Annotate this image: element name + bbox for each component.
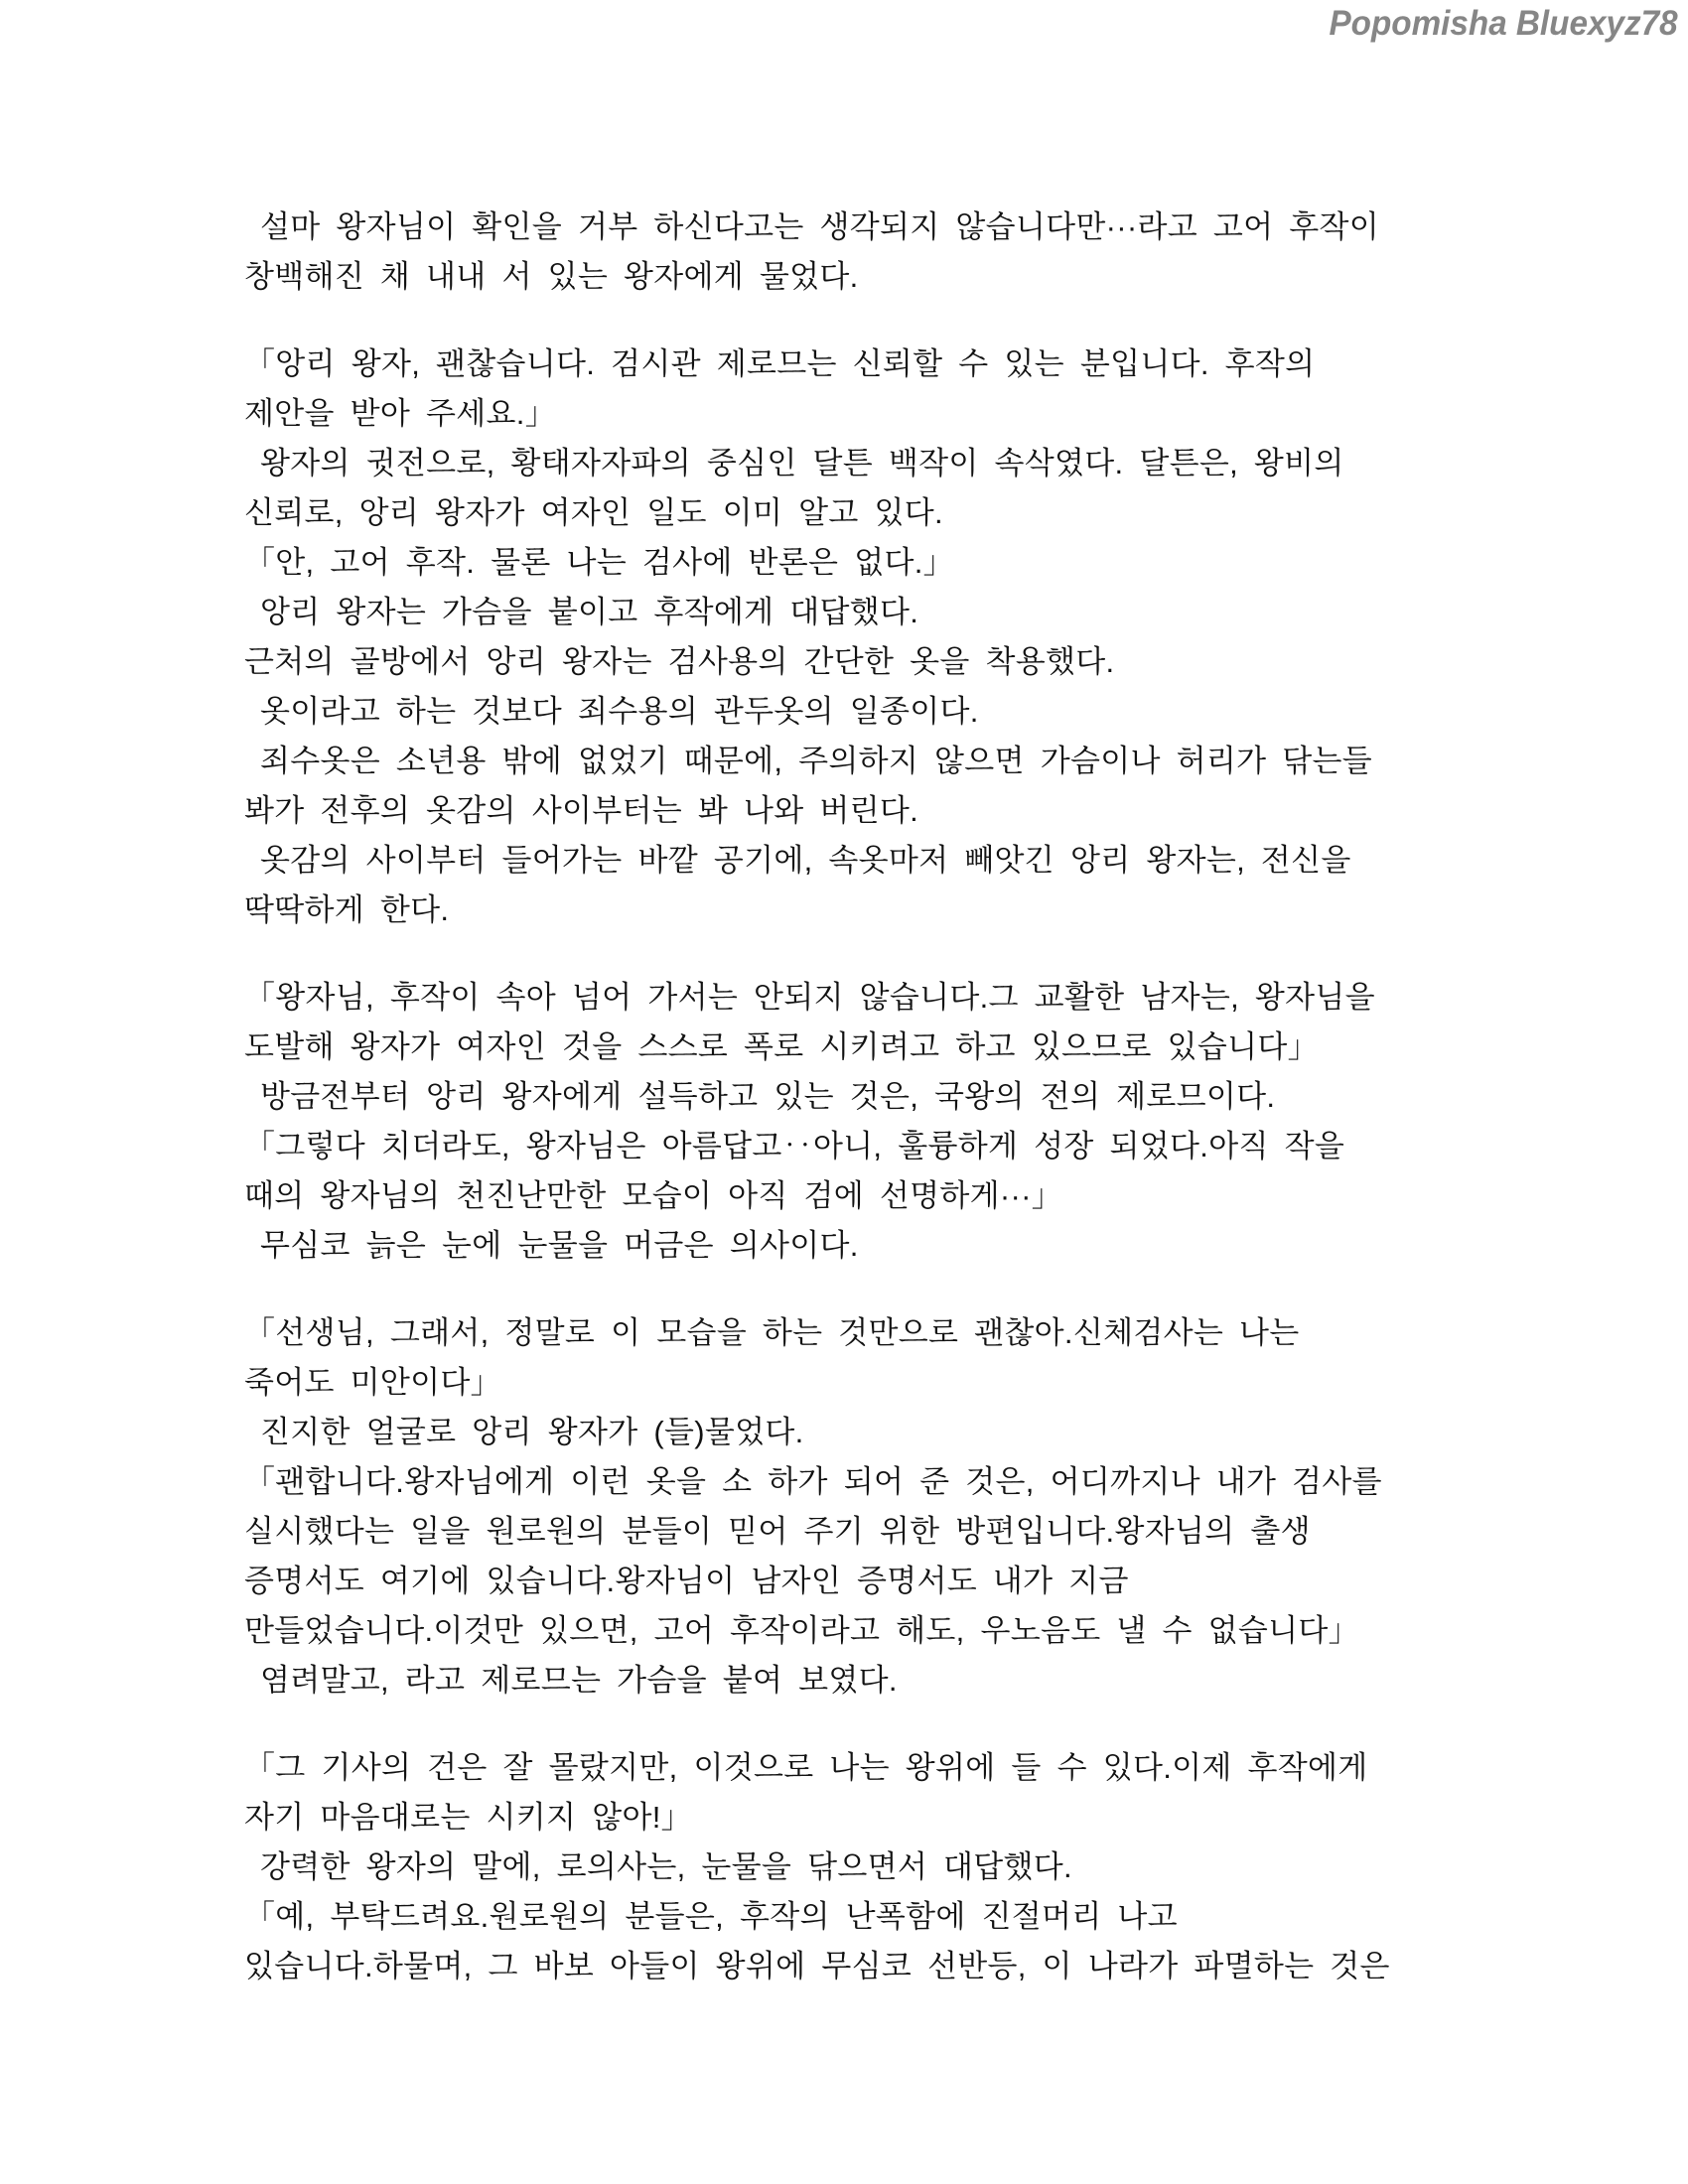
- text-line: 도발해 왕자가 여자인 것을 스스로 폭로 시키려고 하고 있으므로 있습니다」: [244, 1029, 1319, 1064]
- text-line: 있습니다.하물며, 그 바보 아들이 왕위에 무심코 선반등, 이 나라가 파멸하는 것은: [244, 1949, 1390, 1983]
- text-line: 창백해진 채 내내 서 있는 왕자에게 물었다.: [244, 259, 859, 294]
- blank-line: [244, 302, 1436, 340]
- text-line: 「괜합니다.왕자님에게 이런 옷을 소 하가 되어 준 것은, 어디까지나 내가 검사를: [244, 1464, 1382, 1499]
- watermark-text: Popomisha Bluexyz78: [1329, 4, 1678, 43]
- text-line: 무심코 늙은 눈에 눈물을 머금은 의사이다.: [260, 1228, 859, 1263]
- text-line: 방금전부터 앙리 왕자에게 설득하고 있는 것은, 국왕의 전의 제로므이다.: [260, 1079, 1276, 1114]
- blank-line: [244, 1271, 1436, 1308]
- text-line: 진지한 얼굴로 앙리 왕자가 (들)물었다.: [260, 1415, 804, 1449]
- blank-line: [244, 935, 1436, 973]
- text-line: 왕자의 귓전으로, 황태자자파의 중심인 달튼 백작이 속삭였다. 달튼은, 왕비의: [260, 446, 1344, 480]
- text-line: 「앙리 왕자, 괜찮습니다. 검시관 제로므는 신뢰할 수 있는 분입니다. 후작의: [244, 346, 1316, 381]
- text-line: 「선생님, 그래서, 정말로 이 모습을 하는 것만으로 괜찮아.신체검사는 나는: [244, 1315, 1300, 1350]
- text-line: 「안, 고어 후작. 물론 나는 검사에 반론은 없다.」: [244, 545, 954, 580]
- text-line: 딱딱하게 한다.: [244, 892, 450, 927]
- text-line: 강력한 왕자의 말에, 로의사는, 눈물을 닦으면서 대답했다.: [260, 1849, 1072, 1884]
- text-line: 설마 왕자님이 확인을 거부 하신다고는 생각되지 않습니다만···라고 고어 후작이: [260, 209, 1380, 244]
- text-line: 자기 마음대로는 시키지 않아!」: [244, 1800, 692, 1835]
- text-line: 때의 왕자님의 천진난만한 모습이 아직 검에 선명하게···」: [244, 1178, 1063, 1213]
- text-line: 만들었습니다.이것만 있으면, 고어 후작이라고 해도, 우노음도 낼 수 없습니다」: [244, 1613, 1359, 1648]
- text-line: 증명서도 여기에 있습니다.왕자님이 남자인 증명서도 내가 지금: [244, 1564, 1129, 1598]
- text-line: 염려말고, 라고 제로므는 가슴을 붙여 보였다.: [260, 1663, 898, 1698]
- text-line: 제안을 받아 주세요.」: [244, 396, 557, 431]
- text-line: 「왕자님, 후작이 속아 넘어 가서는 안되지 않습니다.그 교활한 남자는, 왕자님을: [244, 980, 1375, 1015]
- text-line: 신뢰로, 앙리 왕자가 여자인 일도 이미 알고 있다.: [244, 495, 943, 530]
- text-line: 봐가 전후의 옷감의 사이부터는 봐 나와 버린다.: [244, 793, 919, 828]
- text-line: 「예, 부탁드려요.원로원의 분들은, 후작의 난폭함에 진절머리 나고: [244, 1899, 1178, 1934]
- text-line: 죽어도 미안이다」: [244, 1365, 501, 1400]
- text-line: 죄수옷은 소년용 밖에 없었기 때문에, 주의하지 않으면 가슴이나 허리가 닦는들: [260, 744, 1372, 778]
- text-line: 「그렇다 치더라도, 왕자님은 아름답고‥아니, 훌륭하게 성장 되었다.아직 작을: [244, 1129, 1345, 1163]
- document-body: [244, 203, 1436, 1991]
- text-line: 옷감의 사이부터 들어가는 바깥 공기에, 속옷마저 빼앗긴 앙리 왕자는, 전신을: [260, 843, 1351, 878]
- blank-line: [244, 1706, 1436, 1743]
- text-line: 옷이라고 하는 것보다 죄수용의 관두옷의 일종이다.: [260, 694, 979, 729]
- text-line: 앙리 왕자는 가슴을 붙이고 후작에게 대답했다.: [260, 595, 919, 629]
- text-line: 실시했다는 일을 원로원의 분들이 믿어 주기 위한 방편입니다.왕자님의 출생: [244, 1514, 1311, 1549]
- text-line: 근처의 골방에서 앙리 왕자는 검사용의 간단한 옷을 착용했다.: [244, 644, 1115, 679]
- text-line: 「그 기사의 건은 잘 몰랐지만, 이것으로 나는 왕위에 들 수 있다.이제 후작에게: [244, 1750, 1368, 1785]
